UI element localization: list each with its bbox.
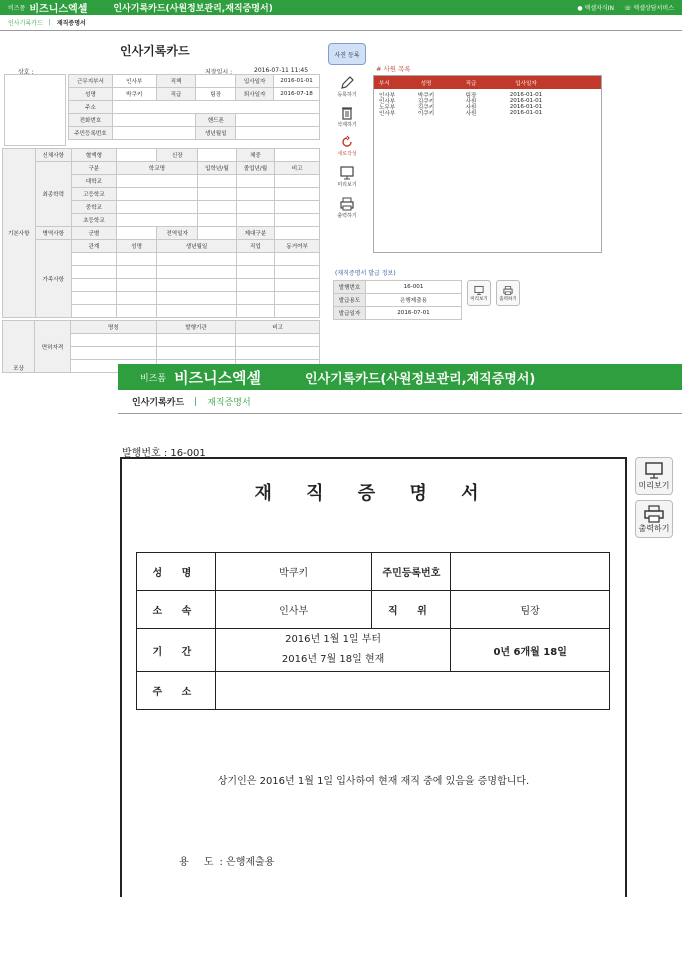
top-tabs bbox=[0, 15, 682, 31]
license-table: 포상 면허자격 명칭 발행기관 비고 bbox=[2, 320, 320, 373]
employee-row[interactable]: 인사부 김쿠키 사원 2016-01-01 bbox=[379, 98, 543, 105]
printer-icon bbox=[339, 196, 355, 212]
record-card-title: 인사기록카드 bbox=[120, 44, 190, 58]
bottom-header-bar bbox=[118, 364, 682, 390]
printer-icon bbox=[643, 505, 665, 523]
tab-divider: | bbox=[194, 396, 198, 407]
employee-list-header: 부서 성명 직급 입사일자 bbox=[374, 76, 601, 89]
exempt-field[interactable] bbox=[275, 227, 320, 240]
tab-record-card[interactable]: 인사기록카드 bbox=[132, 398, 185, 408]
discharge-field[interactable] bbox=[198, 227, 237, 240]
company-label: 상호 : bbox=[18, 69, 34, 76]
consult-link[interactable]: ☏ 엑셀상담서비스 bbox=[624, 5, 674, 12]
birth-field[interactable] bbox=[236, 127, 320, 140]
top-header-bar bbox=[0, 0, 682, 15]
doc-print-button[interactable]: 출력하기 bbox=[635, 500, 673, 538]
cert-name-value: 박쿠키 bbox=[215, 553, 372, 591]
preview-button[interactable]: 미리보기 bbox=[334, 165, 360, 188]
excel-link[interactable]: ● 엑셀자식IN bbox=[577, 5, 614, 12]
edu-cell[interactable] bbox=[116, 214, 197, 227]
cert-print-button[interactable]: 출력하기 bbox=[496, 280, 520, 306]
rank-field[interactable]: 팀장 bbox=[196, 88, 236, 101]
section-license: 면허자격 bbox=[35, 321, 71, 373]
photo-area[interactable] bbox=[4, 74, 66, 146]
app-title: 인사기록카드(사원정보관리,재직증명서) bbox=[113, 4, 273, 14]
cert-dept-value: 인사부 bbox=[215, 591, 372, 629]
certificate-statement: 상기인은 2016년 1월 1일 입사하여 현재 재직 중에 있음을 증명합니다. bbox=[217, 776, 530, 787]
employee-row[interactable]: 인사부 박쿠키 팀장 2016-01-01 bbox=[379, 92, 543, 99]
employee-list bbox=[373, 75, 602, 253]
cert-issue-table: 발행번호 16-001 발급용도 은행제출용 발급일자 2016-07-01 bbox=[333, 280, 462, 320]
refresh-icon bbox=[339, 134, 355, 150]
section-award: 포상 bbox=[3, 321, 35, 373]
edu-cell[interactable] bbox=[116, 188, 197, 201]
weight-field[interactable] bbox=[275, 149, 320, 162]
leave-date-field[interactable]: 2016-07-18 bbox=[274, 88, 320, 101]
brand-logo[interactable]: 비즈니스엑셀 bbox=[29, 4, 88, 15]
app-title: 인사기록카드(사원정보관리,재직증명서) bbox=[305, 371, 536, 387]
tab-certificate[interactable]: 재직증명서 bbox=[207, 398, 251, 408]
certificate-window bbox=[118, 364, 682, 962]
cert-tenure: 0년 6개월 18일 bbox=[451, 629, 610, 672]
new-button[interactable]: 새로작성 bbox=[334, 134, 360, 157]
certificate-table: 성 명 박쿠키 주민등록번호 소 속 인사부 직 위 팀장 기 간 2016년 1월 1일 부터 2016년 7월 18일 현재 0년 6개월 18일 주 소 bbox=[136, 552, 610, 710]
edu-cell[interactable] bbox=[116, 175, 197, 188]
employee-row[interactable]: 인사부 이쿠키 사원 2016-01-01 bbox=[379, 110, 543, 117]
employee-list-title: # 사원 목록 bbox=[376, 65, 411, 73]
certificate-document bbox=[120, 457, 627, 897]
tab-record-card[interactable]: 인사기록카드 bbox=[8, 20, 43, 27]
bottom-tabs bbox=[118, 390, 682, 414]
photo-register-button[interactable]: 사진 등록 bbox=[328, 43, 366, 65]
height-field[interactable] bbox=[198, 149, 237, 162]
certificate-purpose: 용 도: 은행제출용 bbox=[179, 857, 275, 868]
brand-small: 비즈폼 bbox=[140, 373, 167, 384]
brand-logo[interactable]: 비즈니스엑셀 bbox=[174, 368, 262, 387]
military-branch-field[interactable] bbox=[116, 227, 157, 240]
section-basic: 기본사항 bbox=[3, 149, 36, 318]
hire-date-field[interactable]: 2016-01-01 bbox=[274, 75, 320, 88]
cert-preview-button[interactable]: 미리보기 bbox=[467, 280, 491, 306]
edu-cell[interactable] bbox=[116, 201, 197, 214]
cert-period: 2016년 1월 1일 부터 2016년 7월 18일 현재 bbox=[215, 629, 450, 672]
printer-icon bbox=[502, 285, 514, 296]
monitor-icon bbox=[643, 462, 665, 480]
address-field[interactable] bbox=[112, 101, 319, 114]
employee-row[interactable]: 노무부 김쿠키 사원 2016-01-01 bbox=[379, 104, 543, 111]
brand-small: 비즈폼 bbox=[8, 5, 26, 12]
rrn-field[interactable] bbox=[112, 127, 195, 140]
mobile-field[interactable] bbox=[236, 114, 320, 127]
tab-divider: | bbox=[48, 19, 51, 26]
monitor-icon bbox=[473, 285, 485, 296]
doc-preview-button[interactable]: 미리보기 bbox=[635, 457, 673, 495]
issue-purpose-field[interactable]: 은행제출용 bbox=[366, 294, 462, 307]
blood-field[interactable] bbox=[116, 149, 157, 162]
saved-label: 저장일시 : bbox=[205, 69, 233, 76]
position-field[interactable] bbox=[196, 75, 236, 88]
pencil-icon bbox=[339, 75, 355, 91]
certificate-title: 재 직 증 명 서 bbox=[254, 483, 493, 504]
tab-certificate[interactable]: 재직증명서 bbox=[56, 20, 86, 27]
print-button[interactable]: 출력하기 bbox=[334, 196, 360, 219]
basic-info-table: 근무지부서 인사부 직책 입사일자 2016-01-01 성명 박쿠키 직급 팀장 퇴사일자 2016-07-18 주소 전화번호 핸드폰 주민등록번호 생년월일 bbox=[68, 74, 320, 140]
trash-icon bbox=[339, 105, 355, 121]
cert-position-value: 팀장 bbox=[451, 591, 610, 629]
name-field[interactable]: 박쿠키 bbox=[112, 88, 156, 101]
delete-button[interactable]: 삭제하기 bbox=[334, 105, 360, 128]
issue-number-field[interactable]: 16-001 bbox=[366, 281, 462, 294]
register-button[interactable]: 등록하기 bbox=[334, 75, 360, 98]
issue-date-field[interactable]: 2016-07-01 bbox=[366, 307, 462, 320]
record-card-window bbox=[0, 0, 682, 372]
cert-rrn-value bbox=[451, 553, 610, 591]
saved-value: 2016-07-11 11:45 bbox=[254, 67, 309, 74]
monitor-icon bbox=[339, 165, 355, 181]
issue-number: 발행번호 : 16-001 bbox=[122, 448, 206, 459]
cert-issue-title: (재직증명서 발급 정보) bbox=[335, 270, 396, 277]
detail-table: 기본사항 신체사항 혈액형 신장 체중 최종학력 구분 학교명 입학년/월 졸업년/월 비고 대학교 고등학교 중학교 초등학교 병역사항 군별 전역일자 제대구분 가족사항 관계 성명 생년월일 직업 동거여부 bbox=[2, 148, 320, 318]
dept-field[interactable]: 인사부 bbox=[112, 75, 156, 88]
phone-field[interactable] bbox=[112, 114, 195, 127]
cert-address-value bbox=[215, 672, 609, 710]
